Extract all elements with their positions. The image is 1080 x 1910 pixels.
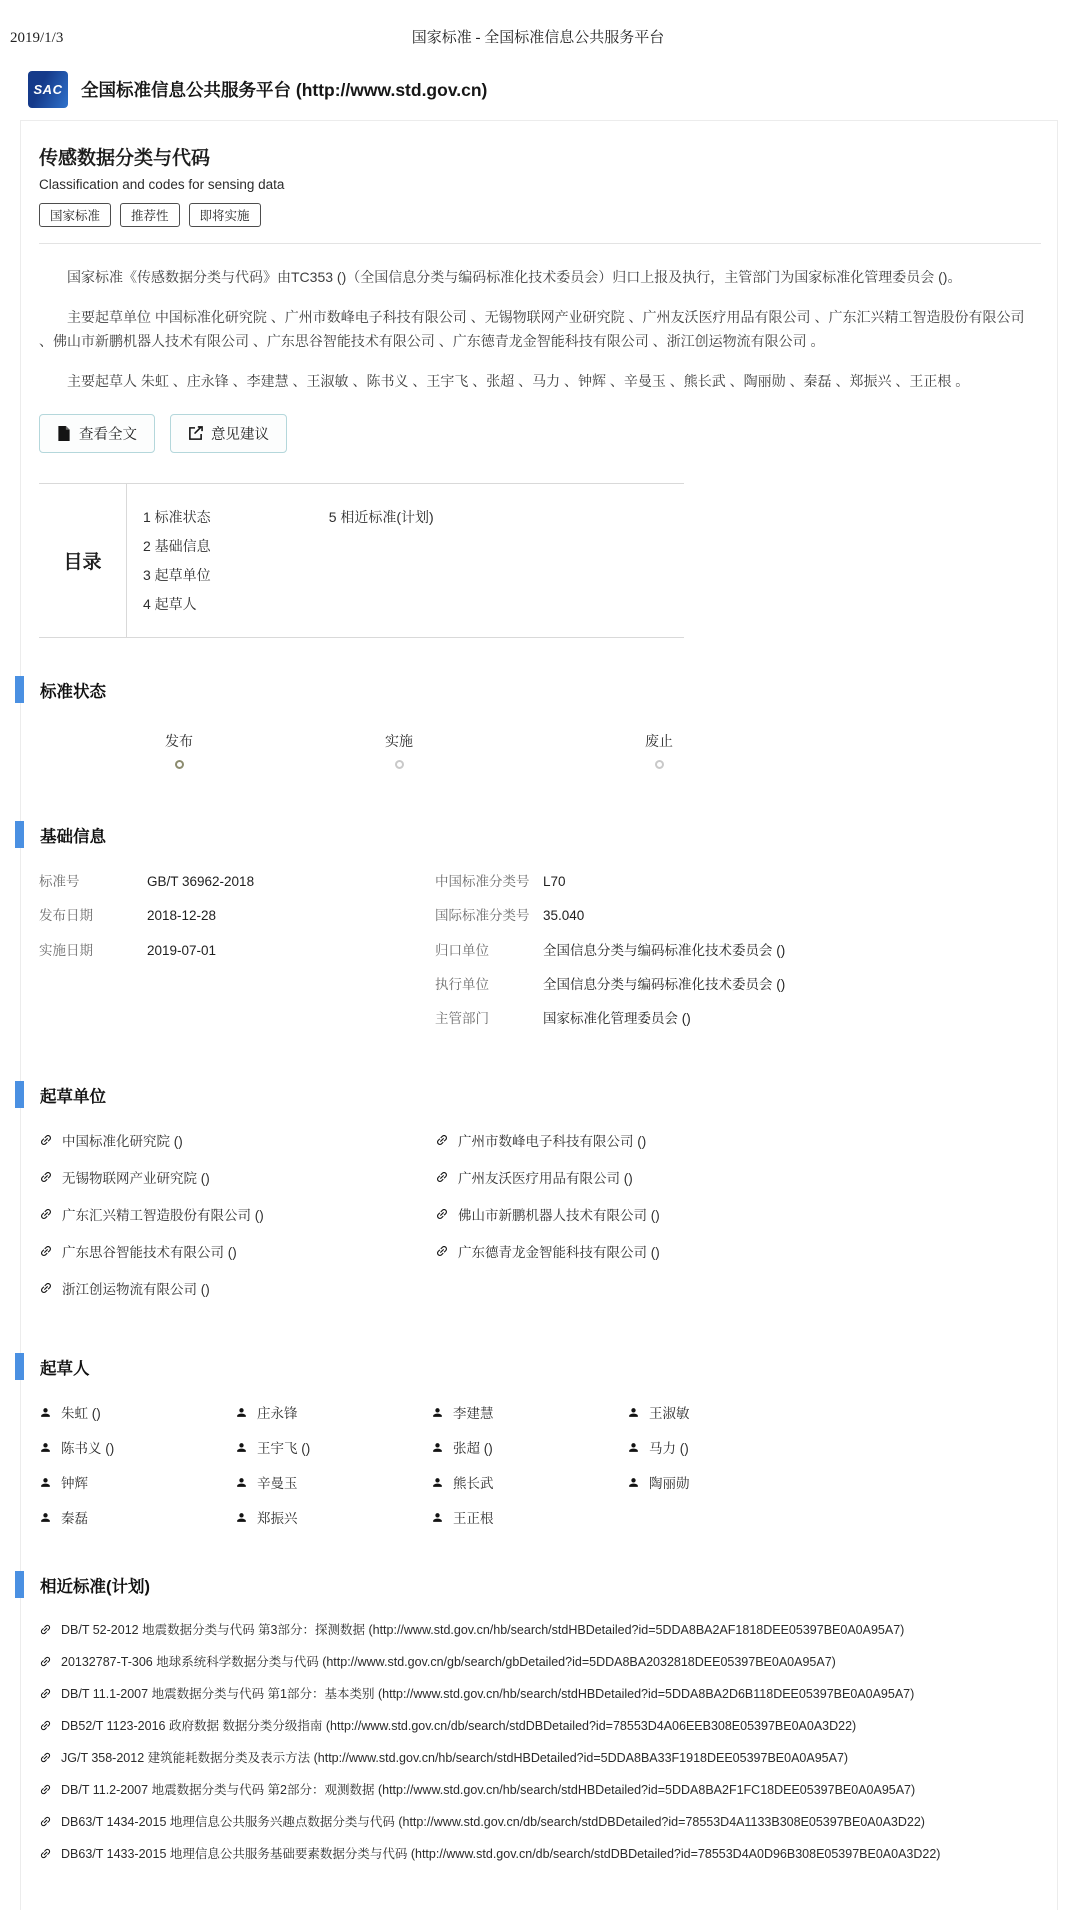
- status-published: [147, 731, 211, 769]
- drafter-link[interactable]: 辛曼玉: [235, 1472, 431, 1492]
- related-standard-link[interactable]: DB/T 52-2012 地震数据分类与代码 第3部分：探测数据 (http://www.std.gov.cn/hb/search/stdHBDetailed?id=5DDA8BA2AF1818DEE05397BE0A0A95A7): [39, 1620, 1045, 1638]
- drafter-link[interactable]: 张超 (): [431, 1437, 627, 1457]
- main-content: [20, 120, 1058, 1910]
- drafter-link[interactable]: 郑振兴: [235, 1507, 431, 1527]
- view-full-text-label: 查看全文: [79, 427, 137, 443]
- related-standard-link[interactable]: DB/T 11.1-2007 地震数据分类与代码 第1部分：基本类别 (http://www.std.gov.cn/hb/search/stdHBDetailed?id=5DDA8BA2D6B118DEE05397BE0A0A95A7): [39, 1684, 1045, 1702]
- print-title: 国家标准 - 全国标准信息公共服务平台: [411, 30, 665, 46]
- info-row-ics: 国际标准分类号 35.040: [435, 908, 585, 924]
- person-icon: [39, 1511, 52, 1524]
- info-row-standard-number: 标准号 GB/T 36962-2018: [39, 874, 255, 889]
- standard-title-en: Classification and codes for sensing data: [39, 177, 285, 192]
- section-basic-info: [35, 821, 1045, 1043]
- drafter-link[interactable]: 李建慧: [431, 1402, 627, 1422]
- person-icon: [627, 1476, 640, 1489]
- toc: [39, 483, 684, 638]
- toc-item-drafting-units[interactable]: 3 起草单位: [143, 567, 211, 583]
- section-accent-bar: [15, 1081, 24, 1108]
- unit-link[interactable]: 佛山市新鹏机器人技术有限公司 (): [435, 1204, 1045, 1224]
- person-icon: [431, 1406, 444, 1419]
- basic-info-left-column: [39, 872, 435, 1043]
- print-header: [0, 0, 1080, 51]
- section-accent-bar: [15, 1353, 24, 1380]
- related-standard-link[interactable]: DB/T 11.2-2007 地震数据分类与代码 第2部分：观测数据 (http://www.std.gov.cn/hb/search/stdHBDetailed?id=5DDA8BA2F1FC18DEE05397BE0A0A95A7): [39, 1780, 1045, 1798]
- drafters-grid: [35, 1380, 1045, 1533]
- link-icon: [435, 1133, 449, 1147]
- unit-link[interactable]: 浙江创运物流有限公司 (): [39, 1278, 435, 1298]
- drafter-link[interactable]: 庄永锋: [235, 1402, 431, 1422]
- person-icon: [235, 1406, 248, 1419]
- drafter-link[interactable]: 朱虹 (): [39, 1402, 235, 1422]
- section-related-standards-title: 相近标准(计划): [40, 1577, 150, 1596]
- link-icon: [39, 1133, 53, 1147]
- related-standard-link[interactable]: DB63/T 1433-2015 地理信息公共服务基础要素数据分类与代码 (http://www.std.gov.cn/db/search/stdDBDetailed?id=78553D4A0D96B308E05397BE0A0A3D22): [39, 1844, 1045, 1862]
- person-icon: [235, 1441, 248, 1454]
- person-icon: [39, 1476, 52, 1489]
- info-row-implement-date: 实施日期 2019-07-01: [39, 942, 217, 958]
- section-status-title: 标准状态: [40, 682, 106, 701]
- toc-column-1: [143, 498, 211, 623]
- basic-info-right-column: [435, 872, 1045, 1043]
- person-icon: [235, 1476, 248, 1489]
- related-standards-list: [35, 1598, 1045, 1880]
- toc-label: 目录: [39, 484, 127, 637]
- link-icon: [39, 1719, 52, 1732]
- toc-column-2: [329, 498, 434, 623]
- section-drafters: [35, 1353, 1045, 1533]
- status-implemented-dot: [395, 760, 404, 769]
- link-icon: [39, 1281, 53, 1295]
- link-icon: [39, 1751, 52, 1764]
- link-icon: [435, 1170, 449, 1184]
- person-icon: [39, 1406, 52, 1419]
- unit-link[interactable]: 无锡物联网产业研究院 (): [39, 1167, 435, 1187]
- toc-item-status[interactable]: 1 标准状态: [143, 509, 211, 525]
- section-related-standards: [35, 1571, 1045, 1880]
- drafter-link[interactable]: 王正根: [431, 1507, 627, 1527]
- unit-link[interactable]: 广东汇兴精工智造股份有限公司 (): [39, 1204, 435, 1224]
- link-icon: [435, 1244, 449, 1258]
- toc-item-related-standards[interactable]: 5 相近标准(计划): [328, 509, 434, 525]
- section-accent-bar: [15, 821, 24, 848]
- link-icon: [39, 1783, 52, 1796]
- status-implemented-label: 实施: [385, 733, 413, 749]
- link-icon: [39, 1170, 53, 1184]
- paragraph-drafters: 主要起草人 朱虹 、庄永锋 、李建慧 、王淑敏 、陈书义 、王宇飞 、张超 、马力 、钟辉 、辛曼玉 、熊长武 、陶丽勋 、秦磊 、郑振兴 、王正根 。: [67, 372, 970, 389]
- section-accent-bar: [15, 676, 24, 703]
- tag-upcoming: 即将实施: [189, 203, 261, 227]
- action-bar: [35, 408, 1045, 453]
- section-accent-bar: [15, 1571, 24, 1598]
- related-standard-link[interactable]: JG/T 358-2012 建筑能耗数据分类及表示方法 (http://www.std.gov.cn/hb/search/stdHBDetailed?id=5DDA8BA33F1918DEE05397BE0A0A95A7): [39, 1748, 1045, 1766]
- tag-national-standard: 国家标准: [39, 203, 111, 227]
- related-standard-link[interactable]: 20132787-T-306 地球系统科学数据分类与代码 (http://www.std.gov.cn/gb/search/gbDetailed?id=5DDA8BA2032818DEE05397BE0A0A95A7): [39, 1652, 1045, 1670]
- unit-link[interactable]: 中国标准化研究院 (): [39, 1130, 435, 1150]
- status-abolished-label: 废止: [645, 733, 673, 749]
- status-published-dot: [175, 760, 184, 769]
- info-row-centralized-unit: 归口单位 全国信息分类与编码标准化技术委员会 (): [435, 942, 786, 958]
- info-row-publish-date: 发布日期 2018-12-28: [39, 908, 217, 924]
- feedback-label: 意见建议: [211, 427, 269, 443]
- link-icon: [39, 1815, 52, 1828]
- toc-item-drafters[interactable]: 4 起草人: [143, 596, 197, 612]
- feedback-button[interactable]: [170, 414, 287, 453]
- person-icon: [39, 1441, 52, 1454]
- document-icon: [57, 426, 71, 441]
- drafter-link[interactable]: 马力 (): [627, 1437, 823, 1457]
- status-implemented: [367, 731, 431, 769]
- link-icon: [39, 1687, 52, 1700]
- drafter-link[interactable]: 钟辉: [39, 1472, 235, 1492]
- units-right-column: [435, 1130, 1045, 1315]
- status-abolished: [627, 731, 691, 769]
- link-icon: [39, 1623, 52, 1636]
- section-drafting-units: [35, 1081, 1045, 1315]
- section-drafting-units-title: 起草单位: [40, 1087, 106, 1106]
- person-icon: [235, 1511, 248, 1524]
- person-icon: [431, 1441, 444, 1454]
- tag-list: [39, 203, 1041, 227]
- drafter-link[interactable]: 陈书义 (): [39, 1437, 235, 1457]
- section-drafters-title: 起草人: [40, 1359, 90, 1378]
- person-icon: [431, 1511, 444, 1524]
- standard-title-zh: 传感数据分类与代码: [39, 148, 211, 169]
- sac-logo-icon: SAC: [28, 71, 68, 108]
- link-icon: [39, 1244, 53, 1258]
- link-icon: [435, 1207, 449, 1221]
- person-icon: [627, 1441, 640, 1454]
- info-row-executing-unit: 执行单位 全国信息分类与编码标准化技术委员会 (): [435, 976, 786, 992]
- drafter-link[interactable]: 王宇飞 (): [235, 1437, 431, 1457]
- drafter-link[interactable]: 陶丽勋: [627, 1472, 823, 1492]
- status-abolished-dot: [655, 760, 664, 769]
- link-icon: [39, 1655, 52, 1668]
- related-standard-link[interactable]: DB63/T 1434-2015 地理信息公共服务兴趣点数据分类与代码 (http://www.std.gov.cn/db/search/stdDBDetailed?id=78553D4A1133B308E05397BE0A0A3D22): [39, 1812, 1045, 1830]
- drafter-link[interactable]: 熊长武: [431, 1472, 627, 1492]
- standard-head: [35, 121, 1045, 244]
- info-row-ccs: 中国标准分类号 L70: [435, 874, 566, 889]
- site-header: [0, 51, 1080, 120]
- description: [35, 244, 1045, 393]
- status-published-label: 发布: [165, 733, 193, 749]
- edit-icon: [188, 426, 203, 441]
- site-title: 全国标准信息公共服务平台 (http://www.std.gov.cn): [81, 80, 488, 100]
- section-status: [35, 676, 1045, 783]
- related-standard-link[interactable]: DB52/T 1123-2016 政府数据 数据分类分级指南 (http://www.std.gov.cn/db/search/stdDBDetailed?id=78553D4A06EEB308E05397BE0A0A3D22): [39, 1716, 1045, 1734]
- link-icon: [39, 1207, 53, 1221]
- link-icon: [39, 1847, 52, 1860]
- paragraph-overview: 国家标准《传感数据分类与代码》由TC353 ()（全国信息分类与编码标准化技术委员会）归口上报及执行，主管部门为国家标准化管理委员会 ()。: [67, 269, 962, 285]
- view-full-text-button[interactable]: [39, 414, 155, 453]
- unit-link[interactable]: 广州市数峰电子科技有限公司 (): [435, 1130, 1045, 1150]
- drafter-link[interactable]: 王淑敏: [627, 1402, 823, 1422]
- status-timeline: [35, 703, 1045, 783]
- toc-item-basic-info[interactable]: 2 基础信息: [143, 538, 211, 554]
- print-date: 2019/1/3: [10, 30, 64, 46]
- drafter-link[interactable]: 秦磊: [39, 1507, 235, 1527]
- person-icon: [627, 1406, 640, 1419]
- paragraph-drafting-units: 主要起草单位 中国标准化研究院 、广州市数峰电子科技有限公司 、无锡物联网产业研究院 、广州友沃医疗用品有限公司 、广东汇兴精工智造股份有限公司 、佛山市新鹏机器人技术有限公司 、广东思谷智能技术有限公司 、广东德青龙金智能科技有限公司 、浙江创运物流有限公司 。: [39, 308, 1025, 349]
- units-left-column: [39, 1130, 435, 1315]
- unit-link[interactable]: 广东思谷智能技术有限公司 (): [39, 1241, 435, 1261]
- unit-link[interactable]: 广东德青龙金智能科技有限公司 (): [435, 1241, 1045, 1261]
- person-icon: [431, 1476, 444, 1489]
- tag-recommended: 推荐性: [120, 203, 180, 227]
- info-row-competent-department: 主管部门 国家标准化管理委员会 (): [435, 1011, 691, 1026]
- unit-link[interactable]: 广州友沃医疗用品有限公司 (): [435, 1167, 1045, 1187]
- section-basic-info-title: 基础信息: [40, 827, 106, 846]
